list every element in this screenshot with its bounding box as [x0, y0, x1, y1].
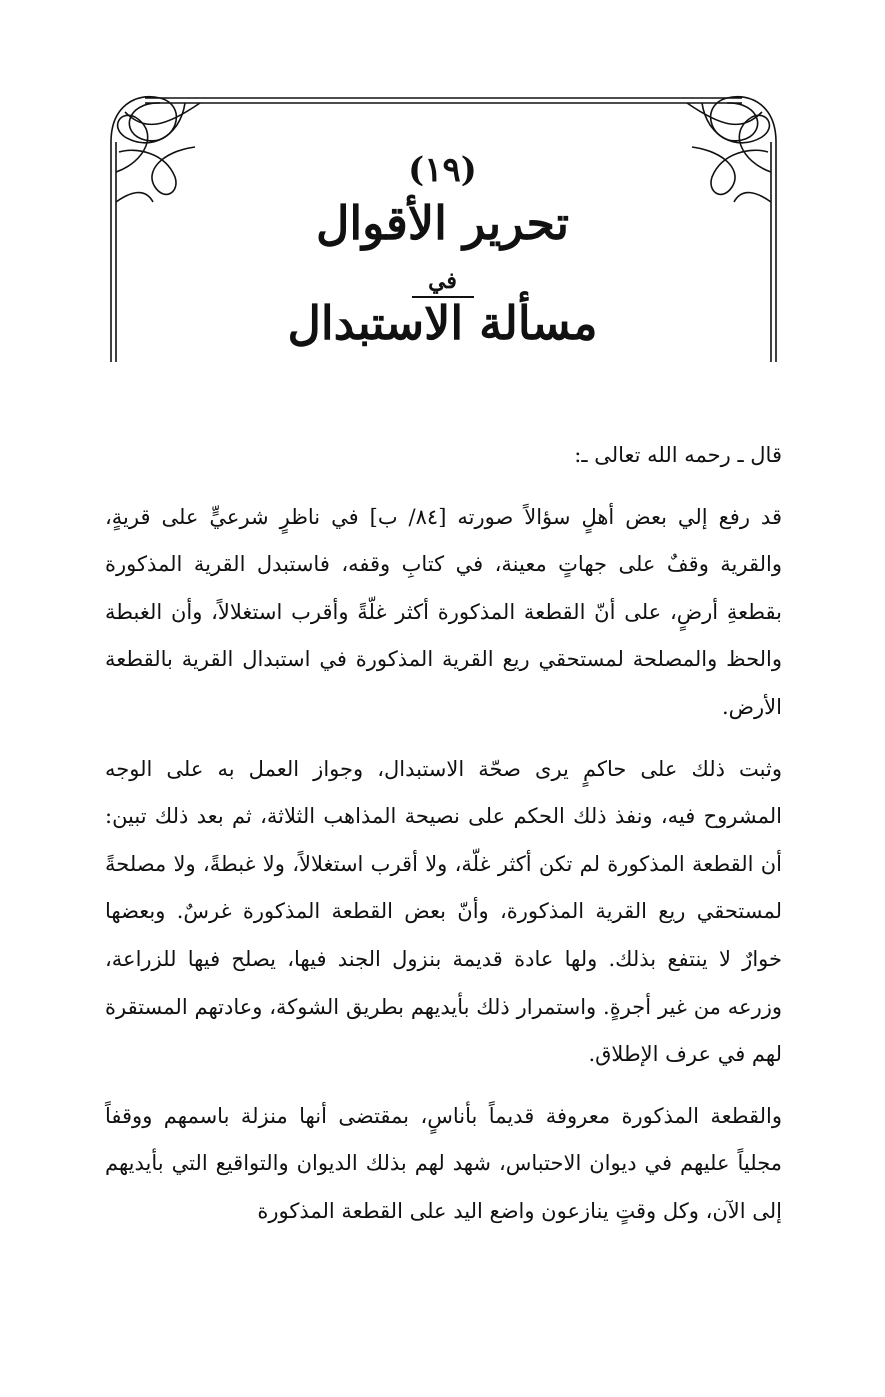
paragraph: وثبت ذلك على حاكمٍ يرى صحّة الاستبدال، وجواز العمل به على الوجه المشروح فيه، ونفذ ذلك الحكم على نصيحة المذاهب الثلاثة، ثم بعد ذلك تبين: أن القطعة المذكورة لم تكن أكثر غلّة، ولا أقرب استغلالاً، ولا غبطةً، ولا مصلحةً لمستحقي ريع القرية المذكورة، وأنّ بعض القطعة المذكورة غرسٌ. وبعضها خوارٌ لا ينتفع بذلك. ولها عادة قديمة بنزول الجند فيها، يصلح فيها للزراعة، وزرعه من غير أجرةٍ. واستمرار ذلك بأيديهم بطريق الشوكة، وعادتهم المستقرة لهم في عرف الإطلاق. — [105, 756, 782, 1067]
title-connector: في — [428, 268, 457, 294]
paragraph: والقطعة المذكورة معروفة قديماً بأناسٍ، بمقتضى أنها منزلة باسمهم ووقفاً مجلياً عليهم في ديوان الاحتباس، شهد لهم بذلك الديوان والتواقيع التي بأيديهم إلى الآن، وكل وقتٍ ينازعون واضع اليد على القطعة المذكورة — [105, 1103, 782, 1223]
body-text — [105, 432, 782, 1236]
paragraph: قد رفع إلي بعض أهلٍ سؤالاً صورته [٨٤/ ب] في ناظرٍ شرعيٍّ على قريةٍ، والقرية وقفٌ على جهاتٍ معينة، في كتابِ وقفه، فاستبدل القرية المذكورة بقطعةِ أرضٍ، على أنّ القطعة المذكورة أكثر غلّةً وأقرب استغلالاً، وأن الغبطة والحظ والمصلحة لمستحقي ريع القرية المذكورة في استبدال القرية بالقطعة الأرض. — [105, 504, 782, 719]
title-line-1: تحرير الأقوال — [315, 196, 570, 250]
section-number: (١٩) — [408, 150, 477, 190]
intro-line: قال ـ رحمه الله تعالى ـ: — [574, 443, 782, 467]
title-line-2: مسألة الاستبدال — [287, 296, 598, 350]
